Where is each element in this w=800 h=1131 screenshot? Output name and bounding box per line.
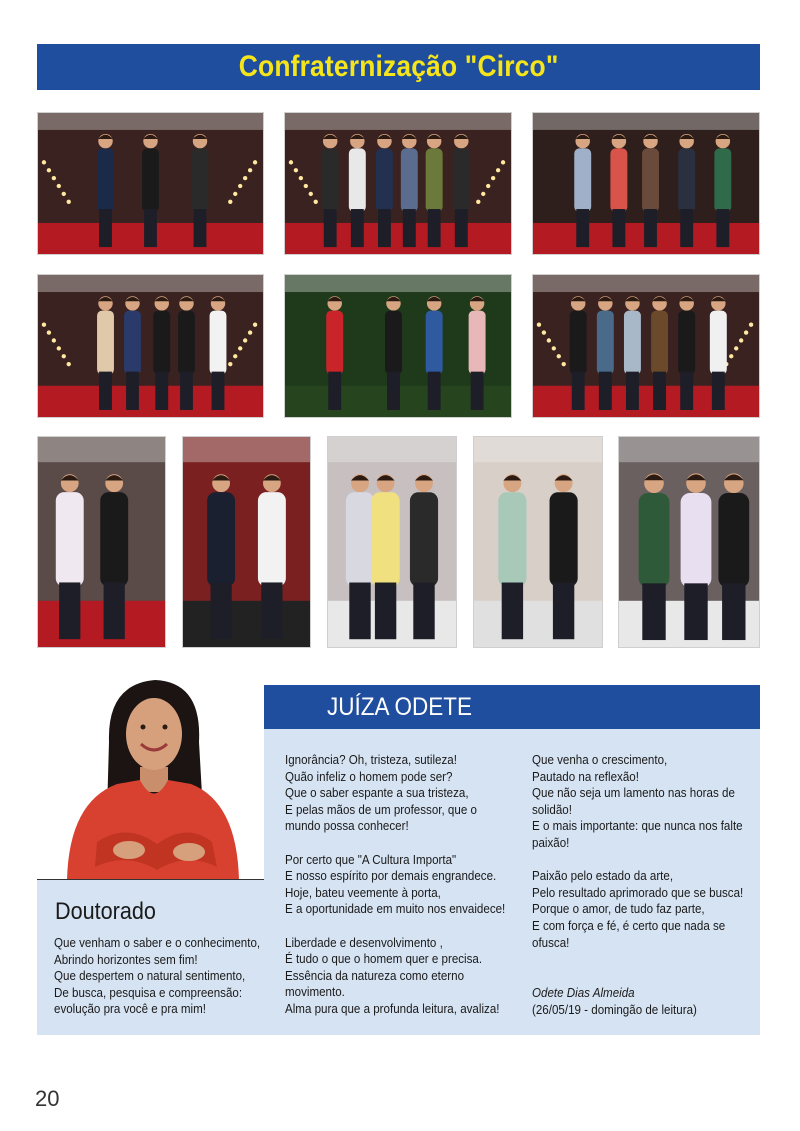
poem-line: E o mais importante: que nunca nos falte xyxy=(532,819,743,834)
photo-group-three-adults xyxy=(37,112,264,255)
photo-family-six xyxy=(284,112,512,255)
page-number: 20 xyxy=(35,1086,60,1111)
stanza xyxy=(285,752,505,835)
poem-line: É tudo o que o homem quer e precisa. xyxy=(285,952,483,967)
poem-line: Que despertem o natural sentimento, xyxy=(54,969,246,984)
poem-line: Que venha o crescimento, xyxy=(532,753,668,767)
photo-family-with-child xyxy=(618,436,760,648)
stanza xyxy=(285,935,505,1018)
column-title: Doutorado xyxy=(55,898,156,925)
stanza xyxy=(532,868,743,951)
author-portrait xyxy=(37,672,264,880)
poem-column-2 xyxy=(285,752,505,1034)
poem-line: Ignorância? Oh, tristeza, sutileza! xyxy=(285,753,457,767)
photo-clown-with-girls xyxy=(284,274,512,418)
poem-line: Porque o amor, de tudo faz parte, xyxy=(532,902,705,917)
poem-line: E com força e fé, é certo que nada se xyxy=(532,918,726,933)
portrait-divider xyxy=(37,879,264,880)
poem-line: Que não seja um lamento nas horas de xyxy=(532,786,735,801)
poem-column-3 xyxy=(532,752,743,968)
poem-line: Pelo resultado aprimorado que se busca! xyxy=(532,885,744,900)
stanza xyxy=(285,852,505,918)
poem-line: mundo possa conhecer! xyxy=(285,819,409,834)
poem-line: De busca, pesquisa e compreensão: xyxy=(54,985,243,1000)
poem-line: Alma pura que a profunda leitura, avaliza! xyxy=(285,1001,500,1016)
poem-column-1 xyxy=(54,935,260,1035)
poem-line: Que o saber espante a sua tristeza, xyxy=(285,786,469,801)
poem-line: movimento. xyxy=(285,985,345,1000)
photo-woman-with-child xyxy=(37,436,166,648)
poem-line: E pelas mãos de um professor, que o xyxy=(285,802,477,817)
poem-line: Abrindo horizontes sem fim! xyxy=(54,952,198,967)
photo-family-three xyxy=(327,436,457,648)
poem-line: Pautado na reflexão! xyxy=(532,769,639,784)
poem-line: Quão infeliz o homem pode ser? xyxy=(285,769,453,784)
photo-family-five-stage xyxy=(532,112,760,255)
poem-line: Paixão pelo estado da arte, xyxy=(532,869,674,884)
poem-line: Que venham o saber e o conhecimento, xyxy=(54,936,261,950)
poem-line: E a oportunidade em muito nos envaidece! xyxy=(285,902,506,917)
signature-name: Odete Dias Almeida xyxy=(532,986,635,1000)
signature-block xyxy=(532,985,697,1018)
poem-line: Por certo que "A Cultura Importa" xyxy=(285,852,457,867)
photo-couple-suit xyxy=(473,436,603,648)
poem-line: E nosso espírito por demais engrandece. xyxy=(285,869,497,884)
poem-line: ofusca! xyxy=(532,935,570,950)
photo-family-six-stage xyxy=(532,274,760,418)
poem-line: solidão! xyxy=(532,802,572,817)
photo-couple-flowers xyxy=(182,436,311,648)
signature-date: (26/05/19 - domingão de leitura) xyxy=(532,1002,697,1017)
page-title: Confraternização "Circo" xyxy=(238,50,559,83)
page-title-bar xyxy=(37,44,760,90)
poem-line: evolução pra você e pra mim! xyxy=(54,1002,206,1017)
poem-line: Liberdade e desenvolvimento , xyxy=(285,935,443,950)
stanza xyxy=(54,935,260,1018)
poem-line: Essência da natureza como eterno xyxy=(285,968,465,983)
photo-family-five-red-carpet xyxy=(37,274,264,418)
poem-line: Hoje, bateu veemente à porta, xyxy=(285,885,441,900)
article-heading: JUÍZA ODETE xyxy=(326,692,473,721)
poem-line: paixão! xyxy=(532,835,570,850)
stanza xyxy=(532,752,743,852)
